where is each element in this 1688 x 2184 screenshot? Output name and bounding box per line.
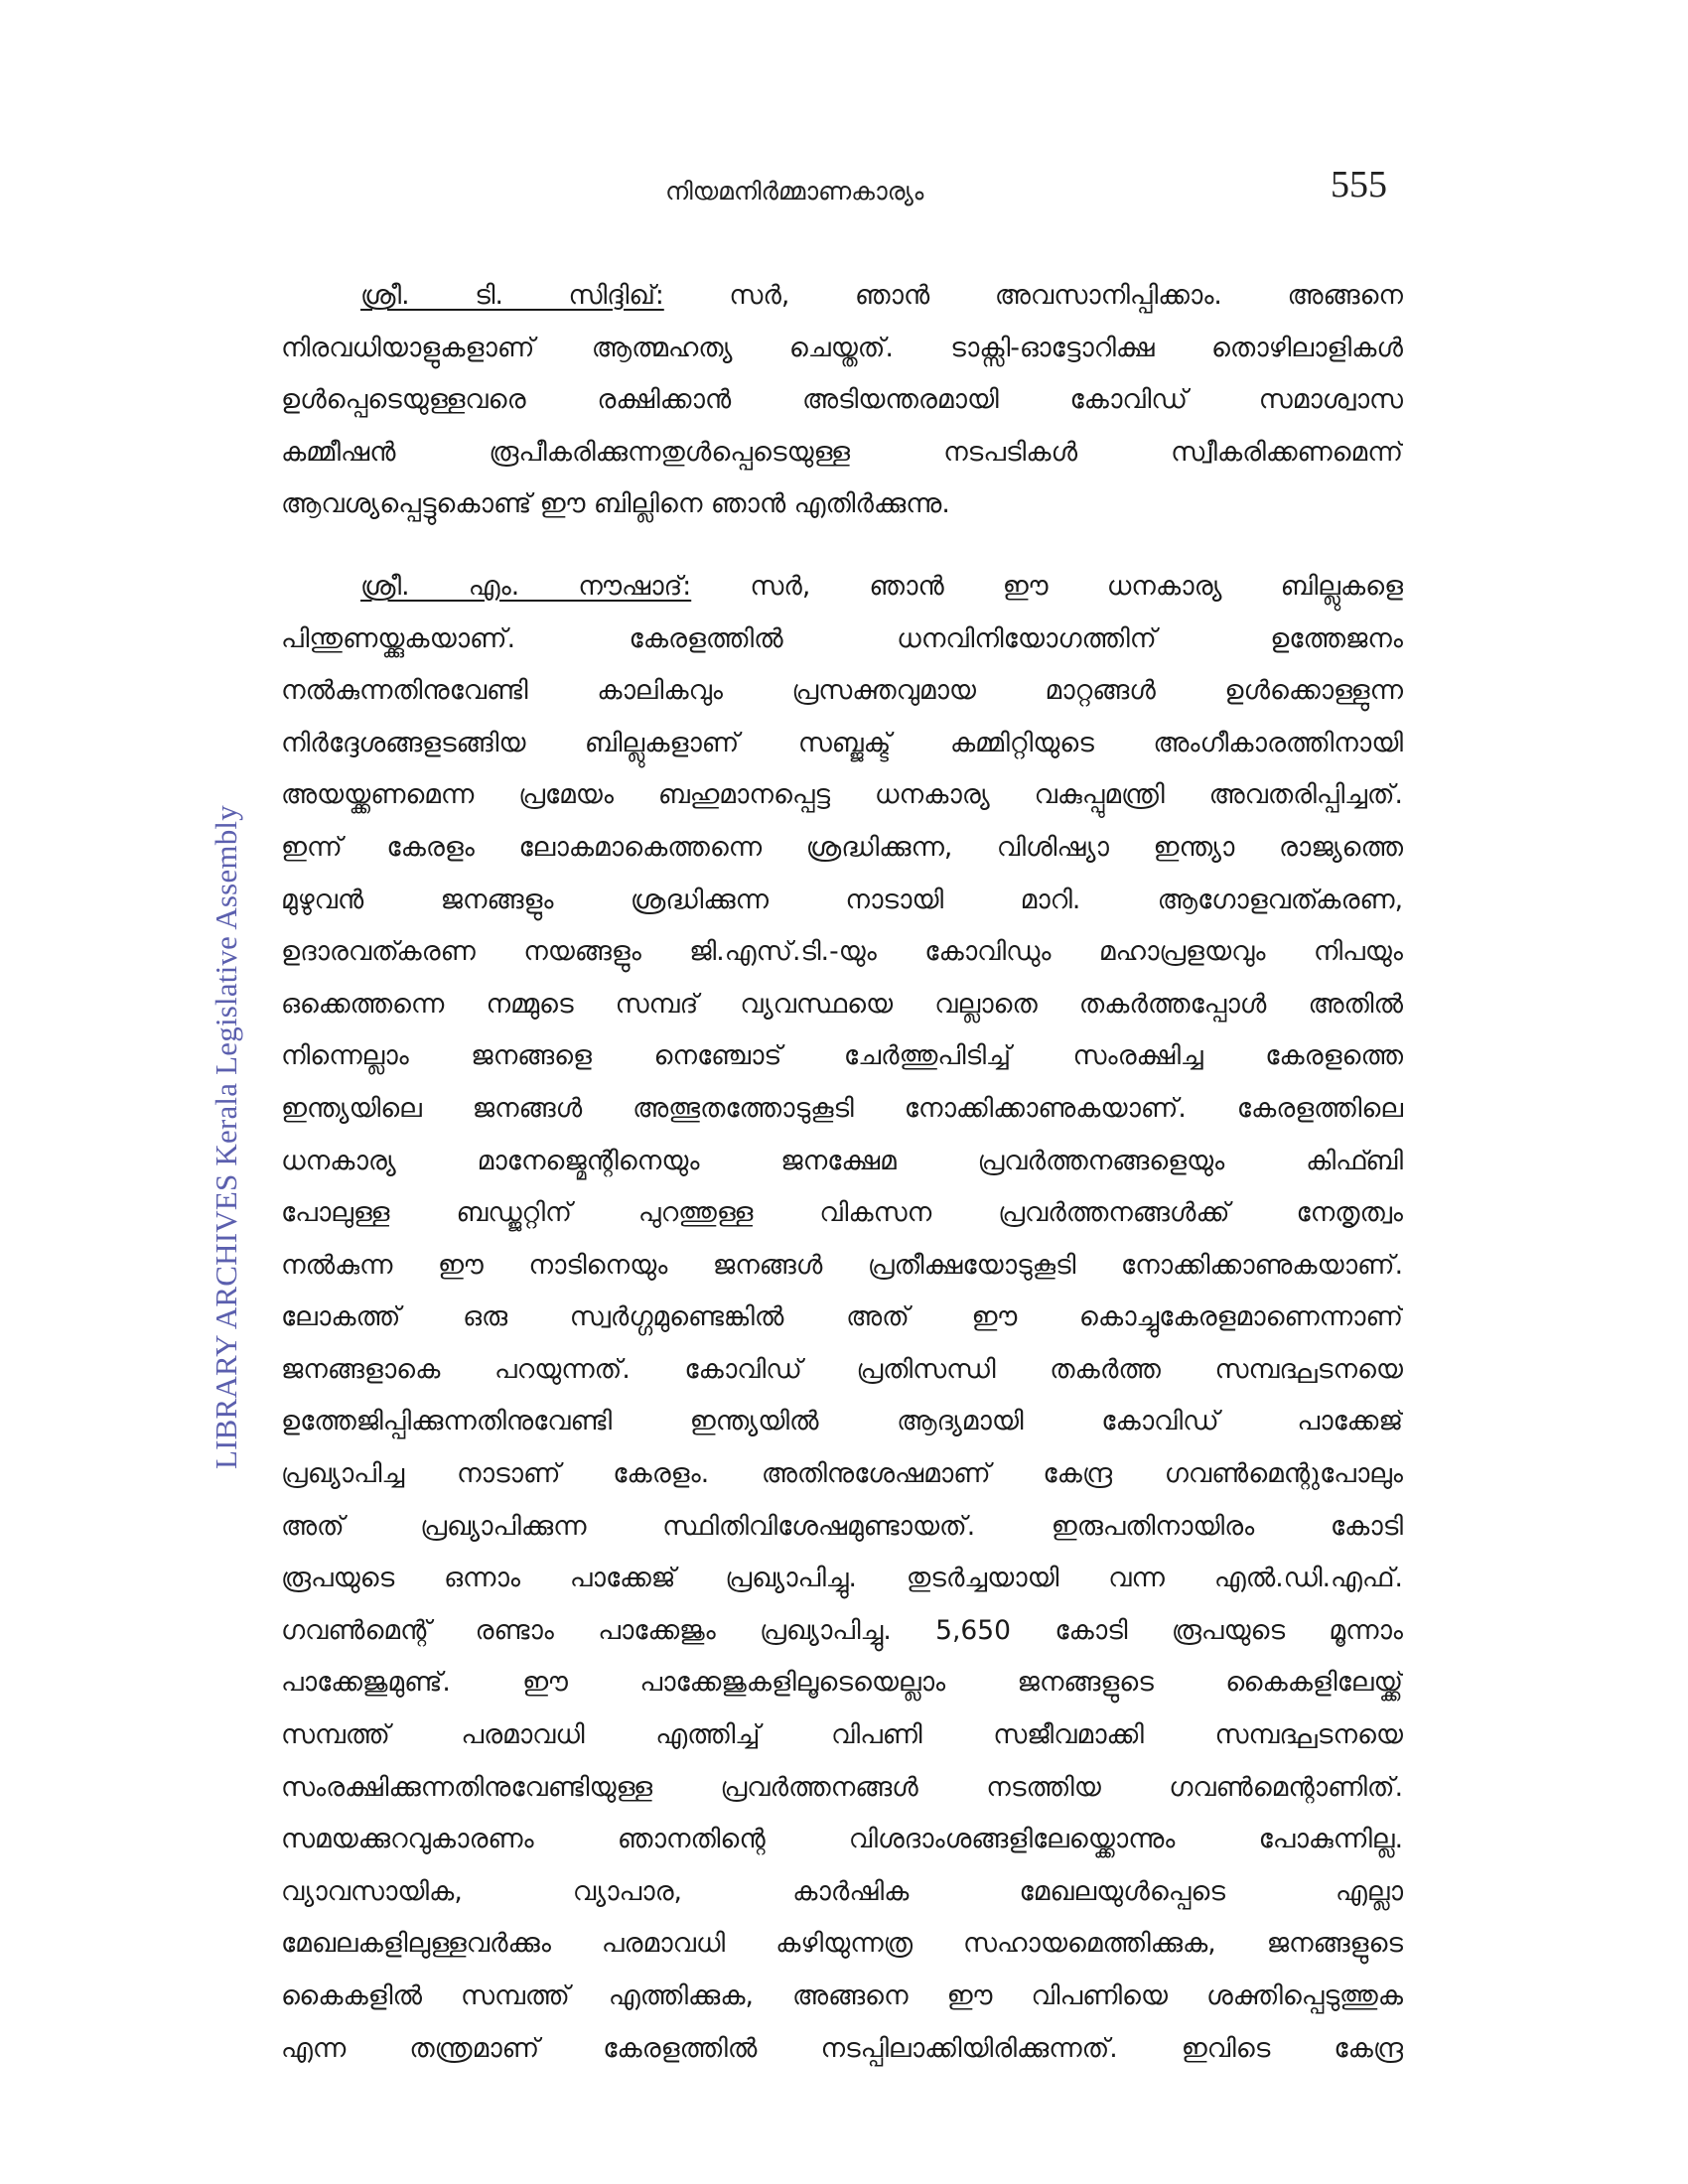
paragraph-siddique (281, 270, 1403, 531)
archive-watermark: LIBRARY ARCHIVES Kerala Legislative Assembly (209, 805, 243, 1469)
paragraph-line: പ്രഖ്യാപിച്ച നാടാണ് കേരളം. അതിനുശേഷമാണ് കേന്ദ്ര ഗവൺമെന്റുപോലും (281, 1458, 1403, 1490)
paragraph-line: ലോകത്ത് ഒരു സ്വർഗ്ഗമുണ്ടെങ്കിൽ അത് ഈ കൊച്ചുകേരളമാണെന്നാണ് (281, 1301, 1403, 1333)
paragraph-line: ധനകാര്യ മാനേജ്മെന്റിനെയും ജനക്ഷേമ പ്രവർത്തനങ്ങളെയും കിഫ്ബി (281, 1145, 1403, 1176)
paragraph-noushad (281, 561, 1403, 2075)
paragraph-line: പോലുള്ള ബഡ്ജറ്റിന് പുറത്തുള്ള വികസന പ്രവർത്തനങ്ങൾക്ക് നേതൃത്വം (281, 1197, 1403, 1229)
paragraph-line: അയയ്ക്കണമെന്ന പ്രമേയം ബഹുമാനപ്പെട്ട ധനകാര്യ വകുപ്പുമന്ത്രി അവതരിപ്പിച്ചത്. (281, 779, 1403, 811)
paragraph-line: ആവശ്യപ്പെട്ടുകൊണ്ട് ഈ ബില്ലിനെ ഞാൻ എതിർക്കുന്നു. (281, 488, 950, 520)
paragraph-line: മുഴുവൻ ജനങ്ങളും ശ്രദ്ധിക്കുന്ന നാടായി മാറി. ആഗോളവത്കരണ, (281, 884, 1403, 915)
paragraph-line: സമയക്കുറവുകാരണം ഞാനതിന്റെ വിശദാംശങ്ങളിലേയ്ക്കൊന്നും പോകുന്നില്ല. (281, 1824, 1403, 1855)
paragraph-line: അത് പ്രഖ്യാപിക്കുന്ന സ്ഥിതിവിശേഷമുണ്ടായത്. ഇരുപതിനായിരം കോടി (281, 1510, 1403, 1542)
paragraph-line: സംരക്ഷിക്കുന്നതിനുവേണ്ടിയുള്ള പ്രവർത്തനങ്ങൾ നടത്തിയ ഗവൺമെന്റാണിത്. (281, 1771, 1403, 1803)
paragraph-line: നൽകുന്ന ഈ നാടിനെയും ജനങ്ങൾ പ്രതീക്ഷയോടുകൂടി നോക്കിക്കാണുകയാണ്. (281, 1249, 1403, 1281)
paragraph-line: വ്യാവസായിക, വ്യാപാര, കാർഷിക മേഖലയുൾപ്പെടെ എല്ലാ (281, 1875, 1403, 1907)
paragraph-line: മേഖലകളിലുള്ളവർക്കും പരമാവധി കഴിയുന്നത്ര സഹായമെത്തിക്കുക, ജനങ്ങളുടെ (281, 1928, 1403, 1960)
paragraph-line: ഉൾപ്പെടെയുള്ളവരെ രക്ഷിക്കാൻ അടിയന്തരമായി കോവിഡ് സമാശ്വാസ (281, 384, 1403, 416)
paragraph-line: ഉത്തേജിപ്പിക്കുന്നതിനുവേണ്ടി ഇന്ത്യയിൽ ആദ്യമായി കോവിഡ് പാക്കേജ് (281, 1406, 1403, 1437)
paragraph-line (281, 270, 1403, 323)
speaker-name: ശ്രീ. ടി. സിദ്ദിഖ്: (360, 280, 664, 311)
page-number: 555 (1331, 164, 1387, 205)
page-header (0, 159, 1688, 218)
paragraph-line: പാക്കേജുമുണ്ട്. ഈ പാക്കേജുകളിലൂടെയെല്ലാം ജനങ്ങളുടെ കൈകളിലേയ്ക്ക് (281, 1667, 1403, 1699)
paragraph-line: എന്ന തന്ത്രമാണ് കേരളത്തിൽ നടപ്പിലാക്കിയിരിക്കുന്നത്. ഇവിടെ കേന്ദ്ര (281, 2032, 1403, 2064)
paragraph-line (281, 561, 1403, 614)
paragraph-line: പിന്തുണയ്ക്കുകയാണ്. കേരളത്തിൽ ധനവിനിയോഗത്തിന് ഉത്തേജനം (281, 622, 1403, 654)
paragraph-line: ഇന്ത്യയിലെ ജനങ്ങൾ അത്ഭുതത്തോടുകൂടി നോക്കിക്കാണുകയാണ്. കേരളത്തിലെ (281, 1092, 1403, 1124)
paragraph-line: കമ്മീഷൻ രൂപീകരിക്കുന്നതുൾപ്പെടെയുള്ള നടപടികൾ സ്വീകരിക്കണമെന്ന് (281, 436, 1403, 468)
speech-text: സർ, ഞാൻ ഈ ധനകാര്യ ബില്ലുകളെ (691, 570, 1403, 602)
speaker-name: ശ്രീ. എം. നൗഷാദ്: (360, 570, 692, 602)
paragraph-line: നൽകുന്നതിനുവേണ്ടി കാലികവും പ്രസക്തവുമായ മാറ്റങ്ങൾ ഉൾക്കൊള്ളുന്ന (281, 675, 1403, 707)
paragraph-line: നിന്നെല്ലാം ജനങ്ങളെ നെഞ്ചോട് ചേർത്തുപിടിച്ച് സംരക്ഷിച്ച കേരളത്തെ (281, 1040, 1403, 1072)
speech-text: സർ, ഞാൻ അവസാനിപ്പിക്കാം. അങ്ങനെ (663, 280, 1403, 311)
paragraph-line: നിരവധിയാളുകളാണ് ആത്മഹത്യ ചെയ്തത്. ടാക്സി-ഓട്ടോറിക്ഷ തൊഴിലാളികൾ (281, 332, 1403, 363)
paragraph-line: ഒക്കെത്തന്നെ നമ്മുടെ സമ്പദ് വ്യവസ്ഥയെ വല്ലാതെ തകർത്തപ്പോൾ അതിൽ (281, 988, 1403, 1020)
paragraph-line: നിർദ്ദേശങ്ങളടങ്ങിയ ബില്ലുകളാണ് സബ്ജക്ട് കമ്മിറ്റിയുടെ അംഗീകാരത്തിനായി (281, 727, 1403, 758)
document-body (281, 270, 1403, 2075)
paragraph-line: സമ്പത്ത് പരമാവധി എത്തിച്ച് വിപണി സജീവമാക്കി സമ്പദ്ഘടനയെ (281, 1719, 1403, 1751)
paragraph-line: ഇന്ന് കേരളം ലോകമാകെത്തന്നെ ശ്രദ്ധിക്കുന്ന, വിശിഷ്യാ ഇന്ത്യാ രാജ്യത്തെ (281, 831, 1403, 863)
paragraph-line: ജനങ്ങളാകെ പറയുന്നത്. കോവിഡ് പ്രതിസന്ധി തകർത്ത സമ്പദ്ഘടനയെ (281, 1353, 1403, 1385)
running-title: നിയമനിർമ്മാണകാര്യം (665, 177, 924, 205)
paragraph-line: കൈകളിൽ സമ്പത്ത് എത്തിക്കുക, അങ്ങനെ ഈ വിപണിയെ ശക്തിപ്പെടുത്തുക (281, 1980, 1403, 2011)
paragraph-line: രൂപയുടെ ഒന്നാം പാക്കേജ് പ്രഖ്യാപിച്ചു. തുടർച്ചയായി വന്ന എൽ.ഡി.എഫ്. (281, 1563, 1403, 1594)
paragraph-line: ഗവൺമെന്റ് രണ്ടാം പാക്കേജും പ്രഖ്യാപിച്ചു. 5,650 കോടി രൂപയുടെ മൂന്നാം (281, 1614, 1403, 1646)
paragraph-line: ഉദാരവത്കരണ നയങ്ങളും ജി.എസ്.ടി.-യും കോവിഡും മഹാപ്രളയവും നിപയും (281, 936, 1403, 968)
